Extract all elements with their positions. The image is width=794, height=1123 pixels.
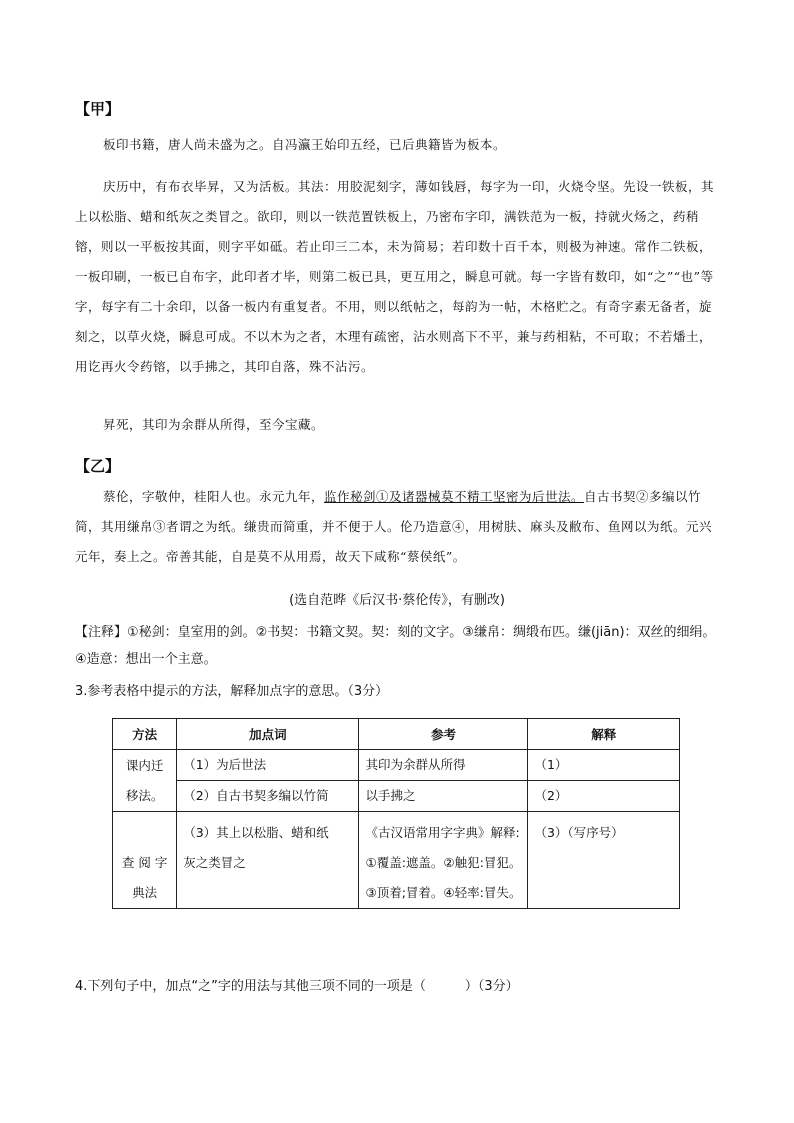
row2-reference: 以手拂之: [359, 781, 528, 812]
table-row: [113, 750, 680, 781]
row3-reference: [359, 812, 528, 909]
table-row: [113, 812, 680, 909]
row3-word-line1: （3）其上以松脂、蜡和纸: [183, 825, 329, 840]
row3-word-line2: 灰之类冒之: [183, 855, 246, 870]
header-word: 加点词: [177, 719, 359, 750]
row1-reference: 其印为余群从所得: [359, 750, 528, 781]
yi-paragraph: [75, 482, 722, 572]
row3-answer-label: （3）（写序号）: [534, 825, 624, 840]
method-dictionary-line1: 查 阅 字: [121, 855, 168, 870]
row1-word: （1）为后世法: [177, 750, 359, 781]
method-transfer: [113, 750, 177, 812]
source-citation: (选自范晔《后汉书·蔡伦传》，有删改): [289, 593, 505, 608]
method-transfer-line2: 移法。: [125, 787, 164, 803]
row3-word: [177, 812, 359, 909]
header-explanation: 解释: [528, 719, 680, 750]
row1-answer[interactable]: （1）: [528, 750, 680, 781]
question-3: 3.参考表格中提示的方法，解释加点字的意思。（3分）: [75, 684, 389, 699]
question-4: 4.下列句子中，加点“之”字的用法与其他三项不同的一项是（ ）（3分）: [75, 979, 519, 994]
table-header-row: [113, 719, 680, 750]
row2-word: （2）自古书契多编以竹简: [177, 781, 359, 812]
table-row: [113, 781, 680, 812]
row3-answer[interactable]: [528, 812, 680, 909]
jia-paragraph-1: 板印书籍，唐人尚未盛为之。自冯瀛王始印五经，已后典籍皆为板本。: [103, 137, 507, 152]
jia-paragraph-3: 昇死，其印为余群从所得，至今宝藏。: [103, 417, 325, 432]
method-dictionary-line2: 典法: [132, 885, 158, 900]
row3-reference-line2: ①覆盖:遮盖。②触犯:冒犯。: [365, 855, 522, 870]
answer-table: [112, 718, 680, 909]
method-dictionary: [113, 812, 177, 909]
yi-text-before: 蔡伦，字敬仲，桂阳人也。永元九年，: [103, 489, 325, 504]
row3-reference-line3: ③顶着;冒着。④轻率:冒失。: [365, 885, 522, 900]
section-jia-title: 【甲】: [75, 100, 121, 118]
section-yi-title: 【乙】: [75, 457, 121, 475]
header-reference: 参考: [359, 719, 528, 750]
annotation-note: 【注释】①秘剑：皇室用的剑。②书契：书籍文契。契：刻的文字。③缣帛：绸缎布匹。缣(jiān)：双丝的细绢。④造意：想出一个主意。: [75, 625, 716, 667]
header-method: 方法: [113, 719, 177, 750]
method-transfer-line1: 课内迁: [125, 757, 164, 773]
row3-reference-line1: 《古汉语常用字字典》解释:: [365, 825, 520, 840]
yi-text-after: 自古书契②多编以竹简，其用缣帛③者谓之为纸。缣贵而简重，并不便于人。伦乃造意④，用树肤、麻头及敝布、鱼网以为纸。元兴元年，奏上之。帝善其能，自是莫不从用焉，故天下咸称“蔡侯纸”。: [75, 489, 713, 564]
yi-underlined-sentence: 监作秘剑①及诸器械莫不精工坚密为后世法。: [324, 489, 585, 504]
jia-paragraph-2: 庆历中，有布衣毕昇，又为活板。其法：用胶泥刻字，薄如钱唇，每字为一印，火烧令坚。先设一铁板，其上以松脂、蜡和纸灰之类冒之。欲印，则以一铁范置铁板上，乃密布字印，满铁范为一板，持就火炀之，药稍镕，则以一平板按其面，则字平如砥。若止印三二本，未为简易；若印数十百千本，则极为神速。常作二铁板，一板印刷，一板已自布字，此印者才毕，则第二板已具，更互用之，瞬息可就。每一字皆有数印，如“之”“也”等字，每字有二十余印，以备一板内有重复者。不用，则以纸帖之，每韵为一帖，木格贮之。有奇字素无备者，旋刻之，以草火烧，瞬息可成。不以木为之者，木理有疏密，沾水则高下不平，兼与药相粘，不可取；不若燔土，用讫再火令药镕，以手拂之，其印自落，殊不沾污。: [75, 179, 715, 374]
row2-answer[interactable]: （2）: [528, 781, 680, 812]
